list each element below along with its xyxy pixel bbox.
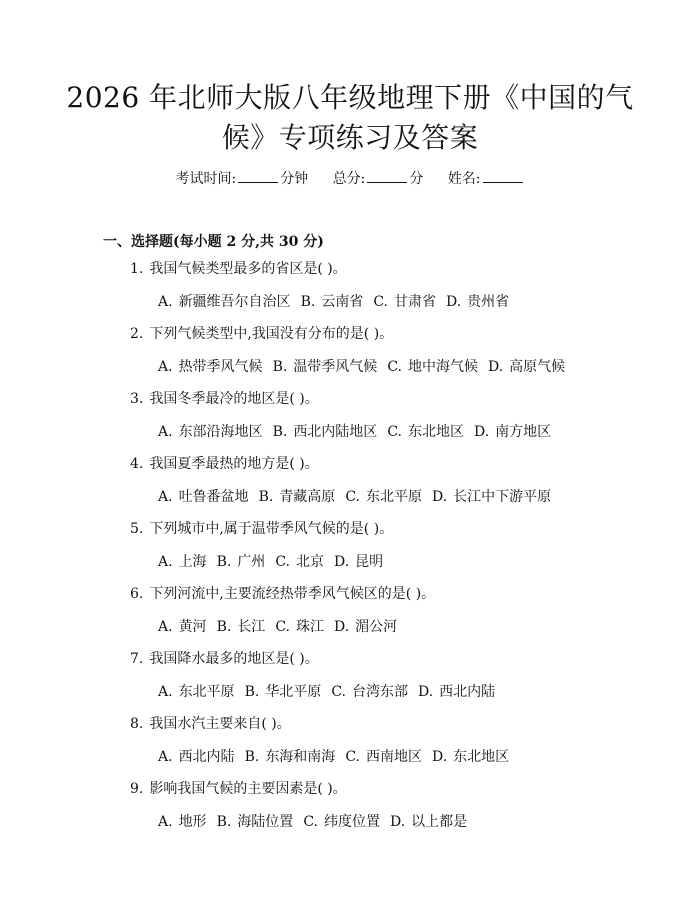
option-letter: A. [158, 489, 173, 505]
option-text: 以上都是 [411, 814, 468, 830]
option-text: 甘肃省 [393, 294, 436, 310]
option-item [334, 619, 397, 635]
option-item [446, 294, 509, 310]
question-text: 我国水汽主要来自( )。 [149, 716, 291, 732]
option-item [158, 489, 249, 505]
option-item [345, 489, 422, 505]
option-text: 吐鲁番盆地 [178, 489, 249, 505]
title-line-1: 2026 年北师大版八年级地理下册《中国的气 [66, 81, 634, 114]
option-letter: D. [417, 684, 434, 700]
question-number: 2. [130, 326, 144, 342]
question-stem [130, 453, 319, 475]
option-item [275, 619, 324, 635]
option-letter: B. [258, 489, 274, 505]
option-text: 北京 [295, 554, 324, 570]
option-letter: A. [158, 749, 173, 765]
option-item [217, 814, 294, 830]
option-item [259, 489, 336, 505]
question-number: 5. [130, 521, 144, 537]
option-text: 云南省 [321, 294, 364, 310]
page-title [60, 78, 640, 158]
option-text: 湄公河 [355, 619, 398, 635]
option-letter: B. [300, 294, 316, 310]
name-blank [483, 168, 523, 183]
option-letter: A. [158, 554, 173, 570]
option-item [387, 424, 464, 440]
option-letter: C. [331, 684, 346, 700]
option-letter: B. [216, 554, 232, 570]
option-item [158, 749, 235, 765]
score-blank [367, 168, 407, 183]
option-item [158, 359, 263, 375]
option-text: 长江 [237, 619, 266, 635]
question-stem [130, 713, 291, 735]
option-item [158, 294, 291, 310]
option-text: 台湾东部 [351, 684, 408, 700]
option-item [432, 749, 509, 765]
exam-time [175, 171, 312, 187]
question-item [130, 258, 670, 323]
option-text: 西北内陆 [178, 749, 235, 765]
question-number: 6. [130, 586, 144, 602]
time-blank [238, 168, 278, 183]
option-item [158, 554, 207, 570]
option-letter: A. [158, 359, 173, 375]
option-text: 热带季风气候 [178, 359, 263, 375]
option-letter: C. [275, 554, 290, 570]
option-item [275, 554, 324, 570]
option-letter: D. [473, 424, 490, 440]
question-number: 3. [130, 391, 144, 407]
option-item [158, 814, 207, 830]
question-options [158, 421, 561, 443]
option-letter: D. [445, 294, 462, 310]
option-item [303, 814, 380, 830]
option-item [345, 749, 422, 765]
option-letter: C. [387, 424, 402, 440]
option-item [387, 359, 478, 375]
option-letter: A. [158, 424, 173, 440]
question-item [130, 778, 670, 843]
option-letter: C. [303, 814, 318, 830]
option-letter: D. [431, 489, 448, 505]
option-letter: C. [275, 619, 290, 635]
option-text: 东海和南海 [265, 749, 336, 765]
exam-meta [0, 168, 700, 189]
option-text: 南方地区 [495, 424, 552, 440]
option-item [158, 424, 263, 440]
option-text: 纬度位置 [323, 814, 380, 830]
option-letter: C. [345, 749, 360, 765]
option-text: 东北平原 [178, 684, 235, 700]
option-letter: C. [373, 294, 388, 310]
option-text: 珠江 [295, 619, 324, 635]
option-text: 黄河 [178, 619, 207, 635]
question-item [130, 453, 670, 518]
question-stem [130, 648, 319, 670]
question-stem [130, 583, 435, 605]
option-item [334, 554, 383, 570]
option-item [245, 749, 336, 765]
option-item [488, 359, 565, 375]
question-item [130, 648, 670, 713]
question-options [158, 356, 575, 378]
question-options [158, 811, 477, 833]
question-item [130, 388, 670, 453]
option-letter: D. [389, 814, 406, 830]
question-number: 8. [130, 716, 144, 732]
question-item [130, 323, 670, 388]
title-line-2: 候》专项练习及答案 [221, 121, 479, 154]
question-text: 我国气候类型最多的省区是( )。 [149, 261, 347, 277]
option-text: 昆明 [355, 554, 384, 570]
option-text: 广州 [237, 554, 266, 570]
option-text: 西北内陆 [439, 684, 496, 700]
option-text: 高原气候 [509, 359, 566, 375]
question-text: 影响我国气候的主要因素是( )。 [149, 781, 347, 797]
question-stem [130, 778, 347, 800]
option-text: 上海 [178, 554, 207, 570]
option-text: 海陆位置 [237, 814, 294, 830]
option-item [273, 424, 378, 440]
option-text: 贵州省 [467, 294, 510, 310]
question-text: 我国降水最多的地区是( )。 [149, 651, 319, 667]
question-text: 下列河流中,主要流经热带季风气候区的是( )。 [149, 586, 436, 602]
option-item [432, 489, 551, 505]
question-number: 1. [130, 261, 144, 277]
option-letter: C. [345, 489, 360, 505]
option-item [331, 684, 408, 700]
option-item [301, 294, 364, 310]
option-letter: C. [387, 359, 402, 375]
option-letter: B. [272, 359, 288, 375]
question-stem [130, 518, 393, 540]
option-letter: A. [158, 814, 173, 830]
option-letter: B. [216, 814, 232, 830]
option-letter: A. [158, 619, 173, 635]
question-number: 4. [130, 456, 144, 472]
question-options [158, 681, 505, 703]
option-text: 温带季风气候 [293, 359, 378, 375]
section-title: 一、选择题(每小题 2 分,共 30 分) [103, 234, 324, 250]
option-text: 华北平原 [265, 684, 322, 700]
option-text: 西北内陆地区 [293, 424, 378, 440]
question-text: 我国冬季最冷的地区是( )。 [149, 391, 319, 407]
option-item [390, 814, 467, 830]
option-item [158, 619, 207, 635]
question-item [130, 713, 670, 778]
option-text: 东北地区 [453, 749, 510, 765]
option-item [474, 424, 551, 440]
option-text: 地中海气候 [407, 359, 478, 375]
score-unit: 分 [409, 171, 424, 187]
question-options [158, 746, 519, 768]
option-letter: A. [158, 684, 173, 700]
question-number: 9. [130, 781, 144, 797]
exam-score [333, 171, 428, 187]
option-text: 地形 [178, 814, 207, 830]
option-text: 青藏高原 [279, 489, 336, 505]
question-item [130, 583, 670, 648]
option-letter: D. [487, 359, 504, 375]
time-unit: 分钟 [280, 171, 309, 187]
option-text: 长江中下游平原 [453, 489, 552, 505]
question-item [130, 518, 670, 583]
question-text: 我国夏季最热的地方是( )。 [149, 456, 319, 472]
score-label: 总分: [332, 171, 366, 187]
question-stem [130, 323, 393, 345]
name-label: 姓名: [447, 171, 481, 187]
option-text: 东北地区 [407, 424, 464, 440]
option-letter: D. [431, 749, 448, 765]
option-item [217, 554, 266, 570]
option-letter: D. [333, 619, 350, 635]
option-text: 西南地区 [365, 749, 422, 765]
option-item [418, 684, 495, 700]
option-letter: B. [244, 749, 260, 765]
option-text: 东北平原 [365, 489, 422, 505]
question-options [158, 291, 519, 313]
option-text: 东部沿海地区 [178, 424, 263, 440]
option-letter: D. [333, 554, 350, 570]
option-letter: A. [158, 294, 173, 310]
question-text: 下列气候类型中,我国没有分布的是( )。 [149, 326, 394, 342]
exam-name [448, 171, 525, 187]
option-item [273, 359, 378, 375]
question-options [158, 616, 407, 638]
question-stem [130, 388, 319, 410]
option-item [217, 619, 266, 635]
option-letter: B. [272, 424, 288, 440]
time-label: 考试时间: [175, 171, 237, 187]
option-letter: B. [216, 619, 232, 635]
question-text: 下列城市中,属于温带季风气候的是( )。 [149, 521, 394, 537]
option-item [245, 684, 322, 700]
question-number: 7. [130, 651, 144, 667]
option-item [158, 684, 235, 700]
question-list [130, 258, 670, 843]
question-options [158, 486, 561, 508]
question-options [158, 551, 393, 573]
option-item [373, 294, 436, 310]
question-stem [130, 258, 347, 280]
option-text: 新疆维吾尔自治区 [178, 294, 291, 310]
option-letter: B. [244, 684, 260, 700]
